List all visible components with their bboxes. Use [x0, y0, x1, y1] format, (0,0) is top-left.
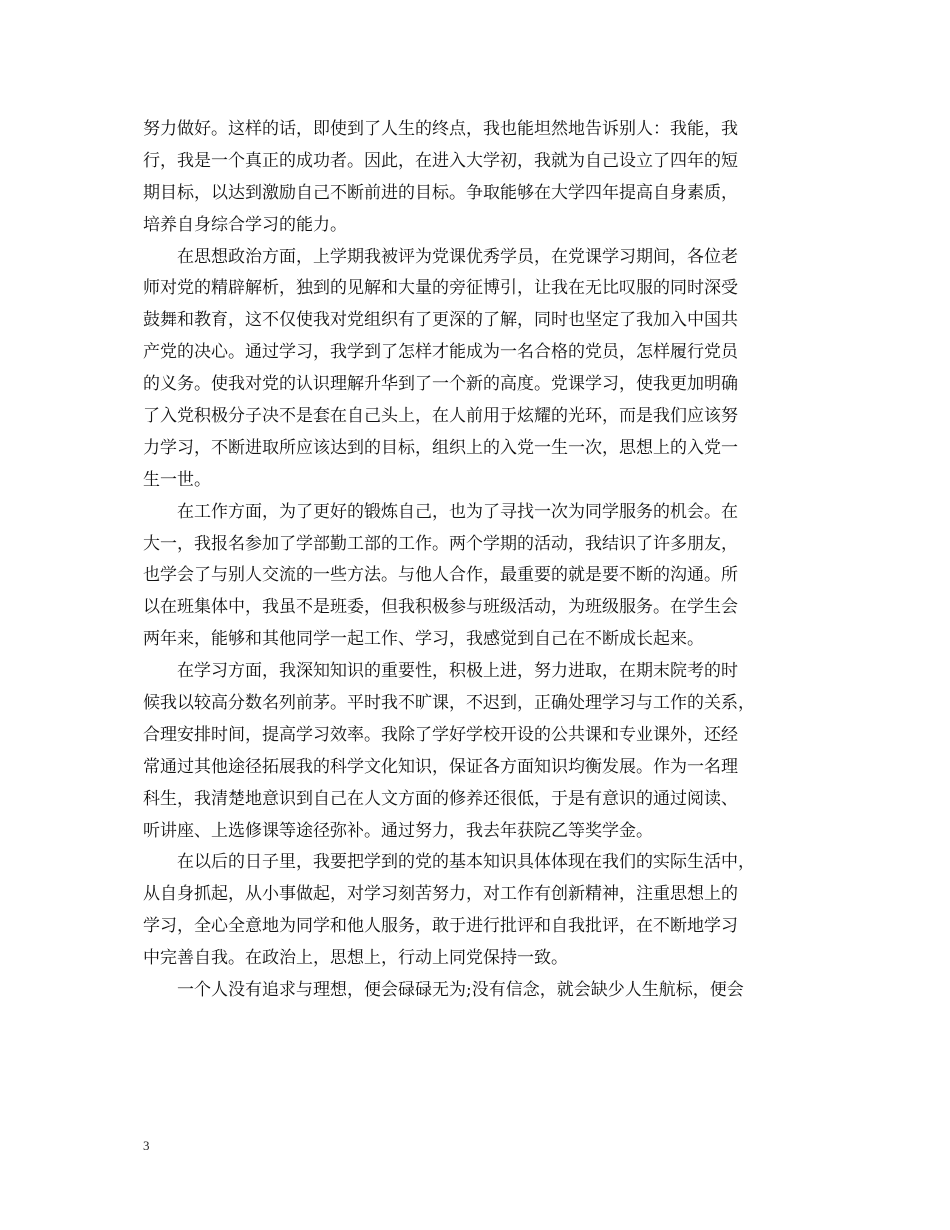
text-line: 两年来，能够和其他同学一起工作、学习，我感觉到自己在不断成长起来。: [143, 629, 704, 650]
text-line: 候我以较高分数名列前茅。平时我不旷课，不迟到，正确处理学习与工作的关系，: [143, 693, 755, 714]
body-text: [143, 114, 803, 1007]
text-line: 努力做好。这样的话，即使到了人生的终点，我也能坦然地告诉别人：我能，我: [143, 119, 738, 139]
text-line: 行，我是一个真正的成功者。因此，在进入大学初，我就为自己设立了四年的短: [143, 150, 738, 171]
page-number: 3: [143, 1138, 150, 1153]
text-line: 在学习方面，我深知知识的重要性，积极上进，努力进取，在期末院考的时: [143, 661, 738, 682]
text-line: 以在班集体中，我虽不是班委，但我积极参与班级活动，为班级服务。在学生会: [143, 597, 738, 618]
text-line: 了入党积极分子决不是套在自己头上，在人前用于炫耀的光环，而是我们应该努: [143, 406, 738, 427]
paragraph: [143, 656, 803, 847]
paragraph: [143, 975, 803, 1007]
text-line: 科生，我清楚地意识到自己在人文方面的修养还很低，于是有意识的通过阅读、: [143, 788, 738, 809]
text-line: 常通过其他途径拓展我的科学文化知识，保证各方面知识均衡发展。作为一名理: [143, 756, 738, 777]
paragraph: [143, 242, 803, 497]
text-line: 中完善自我。在政治上，思想上，行动上同党保持一致。: [143, 948, 568, 969]
text-line: 力学习，不断进取所应该达到的目标，组织上的入党一生一次，思想上的入党一: [143, 437, 738, 458]
paragraph: [143, 497, 803, 656]
text-line: 从自身抓起，从小事做起，对学习刻苦努力，对工作有创新精神，注重思想上的: [143, 884, 738, 905]
text-line: 合理安排时间，提高学习效率。我除了学好学校开设的公共课和专业课外，还经: [143, 724, 738, 745]
text-line: 鼓舞和教育，这不仅使我对党组织有了更深的了解，同时也坚定了我加入中国共: [143, 310, 738, 331]
paragraph: [143, 847, 803, 975]
text-line: 在工作方面，为了更好的锻炼自己，也为了寻找一次为同学服务的机会。在: [143, 501, 738, 522]
text-line: 一个人没有追求与理想，便会碌碌无为;没有信念，就会缺少人生航标，便会: [143, 980, 744, 1001]
text-line: 大一，我报名参加了学部勤工部的工作。两个学期的活动，我结识了许多朋友，: [143, 533, 738, 554]
text-line: 听讲座、上选修课等途径弥补。通过努力，我去年获院乙等奖学金。: [143, 820, 653, 841]
text-line: 的义务。使我对党的认识理解升华到了一个新的高度。党课学习，使我更加明确: [143, 374, 738, 395]
paragraph: [143, 114, 803, 242]
text-line: 在以后的日子里，我要把学到的党的基本知识具体体现在我们的实际生活中，: [143, 852, 755, 873]
text-line: 培养自身综合学习的能力。: [143, 214, 347, 235]
text-line: 也学会了与别人交流的一些方法。与他人合作，最重要的就是要不断的沟通。所: [143, 565, 738, 586]
text-line: 在思想政治方面，上学期我被评为党课优秀学员，在党课学习期间，各位老: [143, 246, 738, 267]
text-line: 学习，全心全意地为同学和他人服务，敢于进行批评和自我批评，在不断地学习: [143, 916, 738, 937]
text-line: 期目标，以达到激励自己不断前进的目标。争取能够在大学四年提高自身素质，: [143, 182, 738, 203]
text-line: 生一世。: [143, 469, 211, 490]
text-line: 产党的决心。通过学习，我学到了怎样才能成为一名合格的党员，怎样履行党员: [143, 342, 738, 363]
text-line: 师对党的精辟解析，独到的见解和大量的旁征博引，让我在无比叹服的同时深受: [143, 278, 738, 299]
